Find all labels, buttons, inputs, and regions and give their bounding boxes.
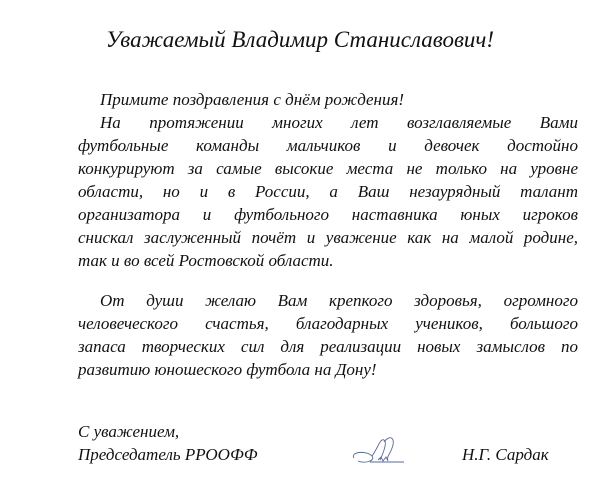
body-line: человеческого счастья, благодарных учеников, большого — [78, 314, 578, 333]
closing-position: Председатель РРООФФ — [78, 445, 258, 464]
handwritten-signature — [350, 434, 410, 470]
body-line: снискал заслуженный почёт и уважение как на малой родине, — [78, 228, 578, 247]
body-line: организатора и футбольного наставника юных игроков — [78, 205, 578, 224]
body-line: области, но и в России, а Ваш незаурядный талант — [78, 182, 578, 201]
body-line: От души желаю Вам крепкого здоровья, огромного — [100, 291, 578, 310]
greeting-line: Примите поздравления с днём рождения! — [100, 90, 405, 109]
signer-name: Н.Г. Сардак — [462, 445, 549, 464]
closing-regards: С уважением, — [78, 422, 180, 441]
letter-title: Уважаемый Владимир Станиславович! — [105, 27, 495, 52]
body-line: развитию юношеского футбола на Дону! — [78, 360, 377, 379]
body-line: футбольные команды мальчиков и девочек достойно — [78, 136, 578, 155]
body-line: запаса творческих сил для реализации новых замыслов по — [78, 337, 578, 356]
body-line: На протяжении многих лет возглавляемые Вами — [100, 113, 578, 132]
body-line: так и во всей Ростовской области. — [78, 251, 334, 270]
body-line: конкурируют за самые высокие места не только на уровне — [78, 159, 578, 178]
